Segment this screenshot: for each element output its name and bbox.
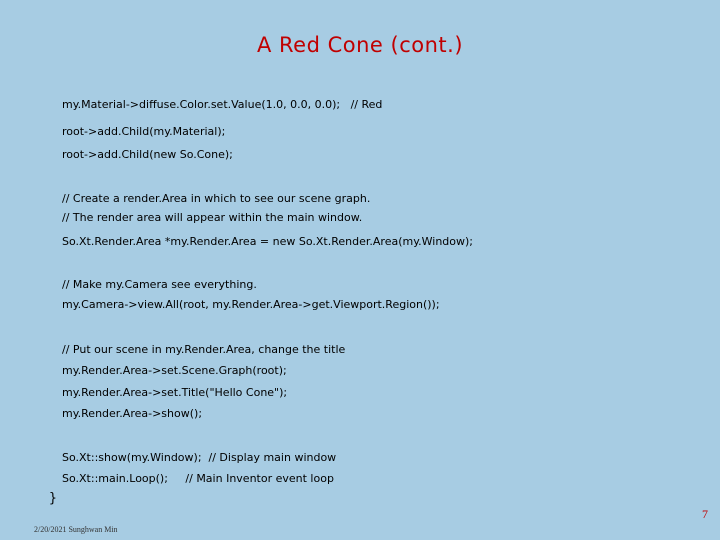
slide-title: A Red Cone (cont.) [256,33,464,57]
code-comment: // Make my.Camera see everything. [62,278,257,291]
code-comment: // Create a render.Area in which to see our scene graph. [62,192,371,205]
footer-date-author: 2/20/2021 Sunghwan Min [34,525,118,534]
code-line: So.Xt.Render.Area *my.Render.Area = new So.Xt.Render.Area(my.Window); [62,235,474,248]
code-comment: // Put our scene in my.Render.Area, change the title [62,343,346,356]
code-line: So.Xt::main.Loop(); // Main Inventor event loop [62,472,334,485]
code-comment: // The render area will appear within the main window. [62,211,363,224]
closing-brace: } [49,491,57,506]
code-line: my.Render.Area->set.Scene.Graph(root); [62,364,287,377]
code-line: root->add.Child(my.Material); [62,125,226,138]
page-number: 7 [702,507,708,521]
code-line: root->add.Child(new So.Cone); [62,148,233,161]
code-line: my.Render.Area->show(); [62,407,203,420]
code-line: my.Render.Area->set.Title("Hello Cone"); [62,386,288,399]
code-line: my.Material->diffuse.Color.set.Value(1.0, 0.0, 0.0); // Red [62,98,383,111]
code-line: my.Camera->view.All(root, my.Render.Area->get.Viewport.Region()); [62,298,440,311]
code-line: So.Xt::show(my.Window); // Display main window [62,451,337,464]
